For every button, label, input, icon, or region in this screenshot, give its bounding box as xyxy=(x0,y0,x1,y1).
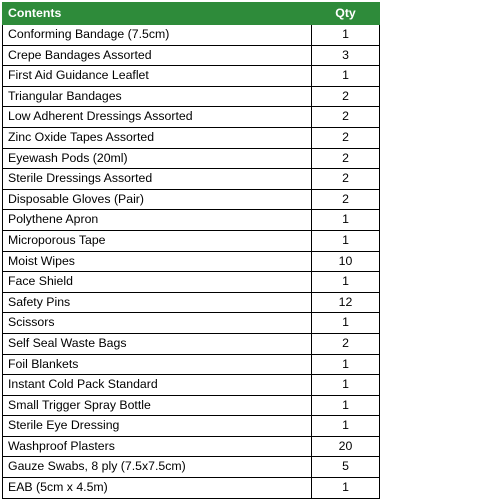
item-name-cell: Microporous Tape xyxy=(3,230,312,251)
quantity-cell: 1 xyxy=(312,25,380,46)
item-name-cell: Crepe Bandages Assorted xyxy=(3,45,312,66)
table-row xyxy=(3,292,380,313)
quantity-cell: 1 xyxy=(312,354,380,375)
quantity-cell: 20 xyxy=(312,436,380,457)
table-row xyxy=(3,107,380,128)
quantity-cell: 1 xyxy=(312,313,380,334)
item-name-cell: Small Trigger Spray Bottle xyxy=(3,395,312,416)
quantity-cell: 1 xyxy=(312,478,380,499)
quantity-cell: 3 xyxy=(312,45,380,66)
item-name-cell: Scissors xyxy=(3,313,312,334)
table-row xyxy=(3,66,380,87)
item-name-cell: Triangular Bandages xyxy=(3,86,312,107)
table-row xyxy=(3,86,380,107)
qty-column-header: Qty xyxy=(312,3,380,25)
table-row xyxy=(3,375,380,396)
quantity-cell: 2 xyxy=(312,86,380,107)
quantity-cell: 1 xyxy=(312,395,380,416)
item-name-cell: EAB (5cm x 4.5m) xyxy=(3,478,312,499)
item-name-cell: Polythene Apron xyxy=(3,210,312,231)
item-name-cell: Face Shield xyxy=(3,272,312,293)
item-name-cell: Foil Blankets xyxy=(3,354,312,375)
contents-table xyxy=(2,2,380,499)
table-body xyxy=(3,25,380,499)
quantity-cell: 2 xyxy=(312,127,380,148)
item-name-cell: Moist Wipes xyxy=(3,251,312,272)
table-row xyxy=(3,395,380,416)
table-header-row xyxy=(3,3,380,25)
quantity-cell: 2 xyxy=(312,333,380,354)
item-name-cell: Instant Cold Pack Standard xyxy=(3,375,312,396)
table-row xyxy=(3,313,380,334)
table-row xyxy=(3,416,380,437)
item-name-cell: Sterile Dressings Assorted xyxy=(3,169,312,190)
table-row xyxy=(3,251,380,272)
quantity-cell: 1 xyxy=(312,416,380,437)
table-row xyxy=(3,210,380,231)
quantity-cell: 1 xyxy=(312,210,380,231)
table-row xyxy=(3,478,380,499)
table-row xyxy=(3,230,380,251)
item-name-cell: Conforming Bandage (7.5cm) xyxy=(3,25,312,46)
item-name-cell: Disposable Gloves (Pair) xyxy=(3,189,312,210)
quantity-cell: 2 xyxy=(312,169,380,190)
quantity-cell: 10 xyxy=(312,251,380,272)
item-name-cell: Safety Pins xyxy=(3,292,312,313)
quantity-cell: 2 xyxy=(312,148,380,169)
table-row xyxy=(3,169,380,190)
table-row xyxy=(3,127,380,148)
item-name-cell: Washproof Plasters xyxy=(3,436,312,457)
quantity-cell: 1 xyxy=(312,375,380,396)
table-row xyxy=(3,148,380,169)
table-row xyxy=(3,333,380,354)
quantity-cell: 2 xyxy=(312,189,380,210)
table-row xyxy=(3,189,380,210)
item-name-cell: First Aid Guidance Leaflet xyxy=(3,66,312,87)
table-row xyxy=(3,436,380,457)
table-row xyxy=(3,272,380,293)
item-name-cell: Sterile Eye Dressing xyxy=(3,416,312,437)
table-row xyxy=(3,354,380,375)
item-name-cell: Zinc Oxide Tapes Assorted xyxy=(3,127,312,148)
table-row xyxy=(3,25,380,46)
contents-column-header: Contents xyxy=(3,3,312,25)
item-name-cell: Self Seal Waste Bags xyxy=(3,333,312,354)
quantity-cell: 5 xyxy=(312,457,380,478)
item-name-cell: Eyewash Pods (20ml) xyxy=(3,148,312,169)
quantity-cell: 1 xyxy=(312,66,380,87)
quantity-cell: 1 xyxy=(312,230,380,251)
quantity-cell: 2 xyxy=(312,107,380,128)
quantity-cell: 12 xyxy=(312,292,380,313)
table-row xyxy=(3,45,380,66)
item-name-cell: Low Adherent Dressings Assorted xyxy=(3,107,312,128)
table-row xyxy=(3,457,380,478)
quantity-cell: 1 xyxy=(312,272,380,293)
item-name-cell: Gauze Swabs, 8 ply (7.5x7.5cm) xyxy=(3,457,312,478)
